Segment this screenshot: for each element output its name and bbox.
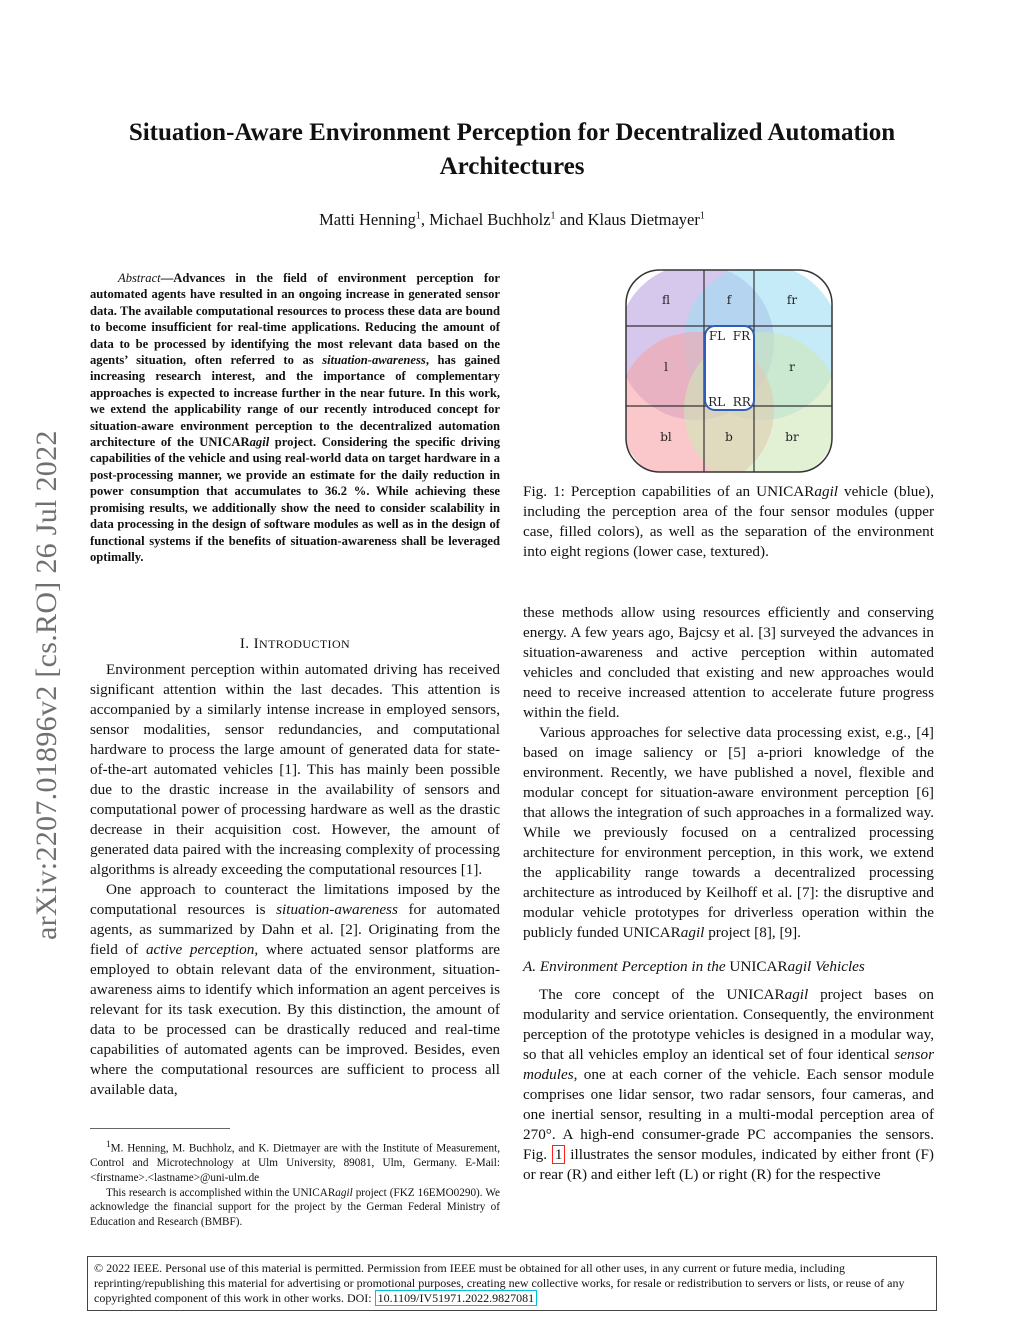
abstract-label: Abstract [118,271,161,285]
region-label: fl [661,293,671,307]
paragraph: Various approaches for selective data processing exist, e.g., [4] based on image saliency or [5] a-priori knowledge of the environment. Recently, we have published a novel, flexible and modular concept for situation-aware environment perception [6] that allows the integration of such approaches in a formalized way. While we previously focused on a centralized processing architecture for environment perception, in this work, we extend the applicability range towards a decentralized processing architecture as introduced by Keilhoff et al. [7]: the disruptive and modular vehicle prototypes for driverless operation within the publicly funded UNICARagil project [8], [9]. [523,724,934,941]
author-name: Michael Buchholz [429,210,551,229]
introduction-body [90,660,500,1100]
footnote: This research is accomplished within the UNICARagil project (FKZ 16EMO0290). We acknowledge the financial support for the project by the German Federal Ministry of Education and Research (BMBF). [90,1186,500,1228]
paragraph: One approach to counteract the limitations imposed by the computational resources is situation-awareness for automated agents, as summarized by Dahn et al. [2]. Originating from the field of active perception, where actuated sensor platforms are employed to obtain relevant data of the environment, situation-awareness aims to identify which information an agent perceives is relevant for its task execution. By this distinction, the amount of data to be processed can be drastically reduced and real-time capabilities of automated agents can be improved. Besides, even where the computational resources are sufficient to process all available data, [90,881,501,1098]
region-label: fr [786,293,798,307]
author-line: Matti Henning$^1$, Michael Buchholz$^1$ and Klaus Dietmayer$^1$ [319,210,705,229]
paragraph: The core concept of the UNICARagil project bases on modularity and service orientation. Consequently, the environment perception of the prototype vehicles is designed in a modular way, so that all vehicles employ an identical set of four identical sensor modules, one at each corner of the vehicle. Each sensor module comprises one lidar sensor, two radar sensors, four cameras, and one inertial sensor, resulting in a multi-modal perception area of 270°. A high-end consumer-grade PC accompanies the sensors. Fig. 1 illustrates the sensor modules, indicated by either front (F) or rear (R) and either left (L) or right (R) for the respective [523,986,934,1183]
sensor-coverage-figure [624,268,834,474]
arxiv-side-stamp: arXiv:2207.01896v2 [cs.RO] 26 Jul 2022 [30,430,63,940]
region-label: f [726,293,732,307]
section-heading-introduction: I. INTRODUCTION [239,636,351,652]
footnotes [90,1138,500,1229]
region-label: b [725,430,733,444]
module-label-front: FL FR [708,329,751,343]
right-column-body [523,603,934,1185]
doi-link[interactable]: 10.1109/IV51971.2022.9827081 [375,1290,538,1306]
footnote-rule [90,1128,230,1129]
affiliation-mark: 1 [550,210,556,222]
module-label-rear: RL RR [708,395,751,409]
paragraph: these methods allow using resources efficiently and conserving energy. A few years ago, Bajcsy et al. [3] surveyed the advances in situation-awareness and active perception within automated vehicles and concluded that existing and new approaches would need to receive increased attention to accelerate future progress within the field. [523,604,934,721]
subsection-heading: A. Environment Perception in the UNICARagil Vehicles [523,958,865,975]
copyright-notice: © 2022 IEEE. Personal use of this material is permitted. Permission from IEEE must be obtained for all other uses, in any current or future media, including reprinting/republishing this material for advertising or promotional purposes, creating new collective works, for resale or redistribution to servers or lists, or reuse of any copyrighted component of this work in other works. DOI: 10.1109/IV51971.2022.9827081 [87,1256,937,1311]
region-label: r [789,360,795,374]
paper-title: Situation-Aware Environment Perception for Decentralized Automation Architectures [128,119,896,180]
footnote: $^1$M. Henning, M. Buchholz, and K. Dietmayer are with the Institute of Measurement, Control and Microtechnology at Ulm University, 89081, Ulm, Germany. E-Mail: <firstname>.<lastname>@uni-ulm.de [90,1140,500,1184]
author-name: Matti Henning [319,210,416,229]
region-label: bl [660,430,672,444]
figure-reference-link[interactable]: 1 [552,1145,566,1164]
region-label: l [664,360,668,374]
affiliation-mark: 1 [699,210,705,222]
author-name: Klaus Dietmayer [587,210,700,229]
region-label: br [785,430,799,444]
figure-caption: Fig. 1: Perception capabilities of an UNICARagil vehicle (blue), including the perception area of the four sensor modules (upper case, filled colors), as well as the separation of the environment into eight regions (lower case, textured). [523,483,934,560]
affiliation-mark: 1 [415,210,421,222]
paragraph: Environment perception within automated driving has received significant attention within the last decades. This attention is accompanied by a similarly intense increase in employed sensors, sensor modalities, sensor redundancies, and computational hardware to process the large amount of generated data for state-of-the-art automated vehicles [1]. This has mainly been possible due to the drastic increase in the availability of sensors and computational power of processing hardware as well as the drastic decrease in their acquisition cost. However, the amount of generated data paired with the increasing complexity of processing algorithms is already exceeding the computational resources [1]. [90,661,500,878]
abstract: Abstract—Advances in the field of environment perception for automated agents have resulted in an ongoing increase in generated sensor data. The available computational resources to process these data are bound to become insufficient for real-time applications. Reducing the amount of data to be processed by identifying the most relevant data based on the agents’ situation, often referred to as situation-awareness, has gained increasing research interest, and the importance of complementary approaches is expected to increase further in the near future. In this work, we extend the applicability range of our recently introduced concept for situation-aware environment perception to the decentralized automation architecture of the UNICARagil project. Considering the specific driving capabilities of the vehicle and using real-world data on target hardware in a post-processing manner, we provide an estimate for the daily reduction in power consumption that accumulates to 36.2 %. While achieving these promising results, we additionally show the need to consider scalability in data processing in the design of software modules as well as in the design of functional systems if the benefits of situation-awareness shall be leveraged optimally. [90,271,501,564]
